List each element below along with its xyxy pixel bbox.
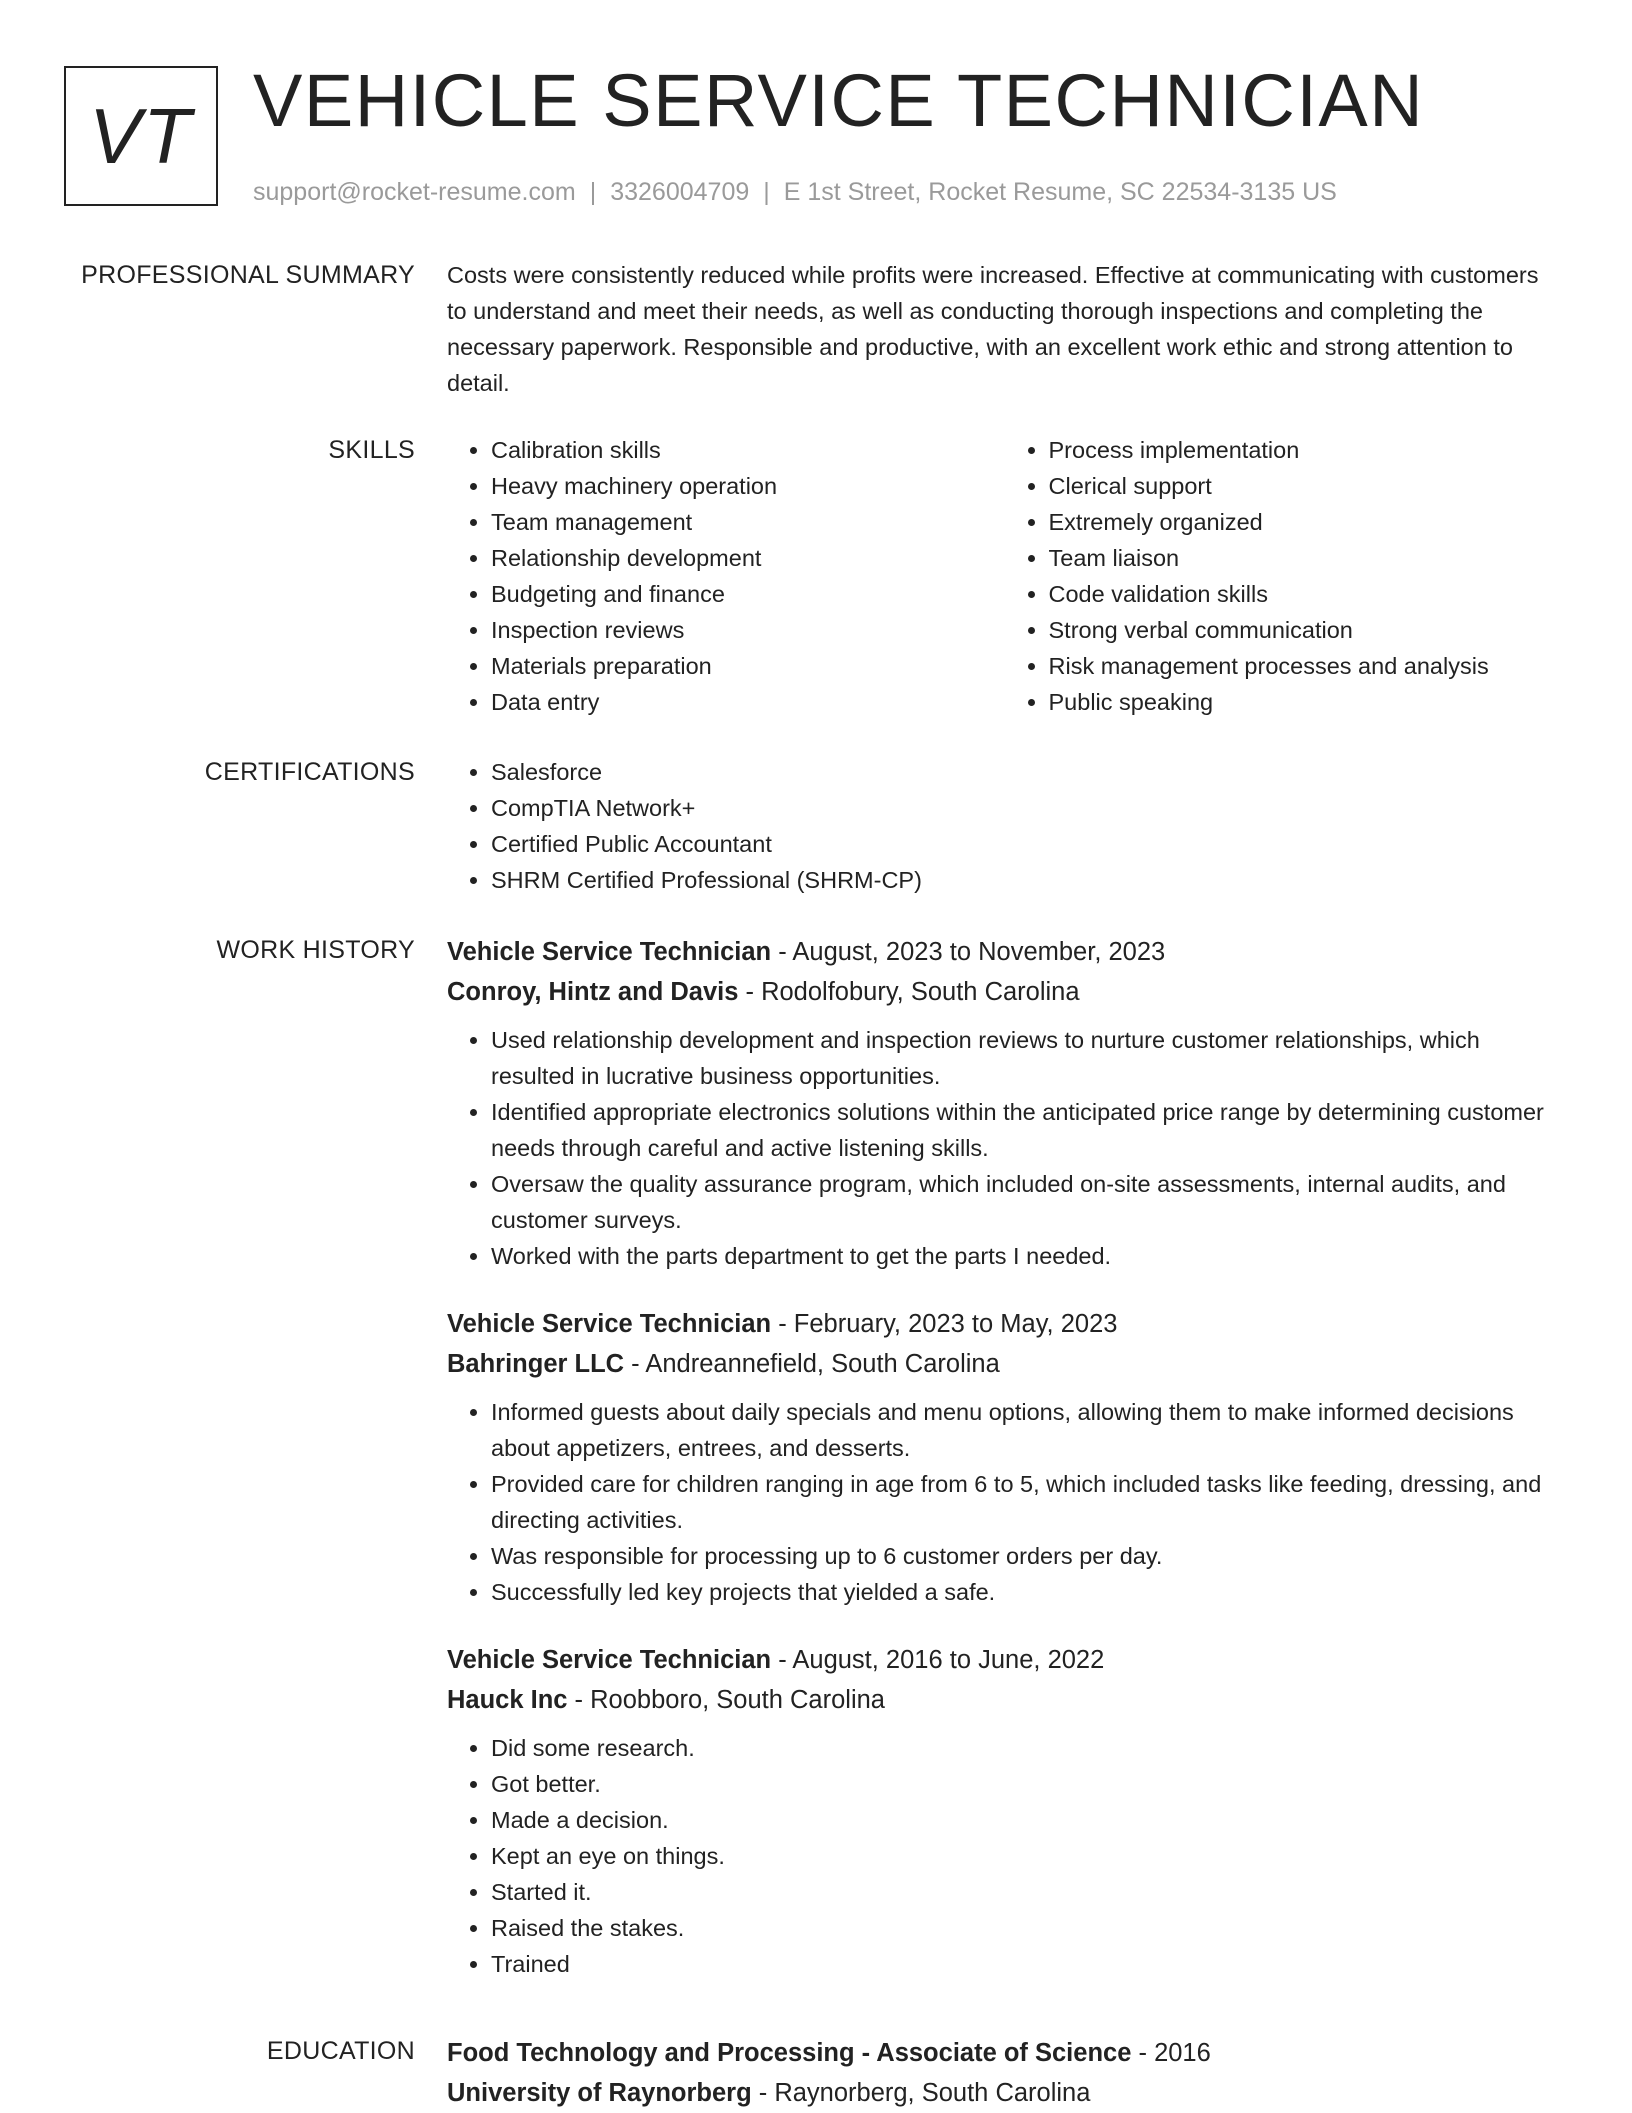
contact-address: E 1st Street, Rocket Resume, SC 22534-3135 US bbox=[783, 178, 1337, 206]
skill-item: • Clerical support bbox=[1049, 468, 1563, 504]
education-content bbox=[447, 2033, 1562, 2113]
skill-item: • Data entry bbox=[491, 684, 1005, 720]
job-bullet: • Informed guests about daily specials and menu options, allowing them to make informed decisions about appetizers, entrees, and desserts. bbox=[491, 1394, 1562, 1466]
certification-item: • CompTIA Network+ bbox=[491, 790, 1562, 826]
skill-item: • Strong verbal communication bbox=[1049, 612, 1563, 648]
job-entry bbox=[447, 1304, 1562, 1610]
education-section bbox=[0, 2033, 1632, 2113]
monogram-box: VT bbox=[64, 66, 218, 206]
skill-item: • Public speaking bbox=[1049, 684, 1563, 720]
job-title-line bbox=[447, 1640, 1562, 1680]
job-company-line bbox=[447, 972, 1562, 1012]
certification-item: • Salesforce bbox=[491, 754, 1562, 790]
job-location: - Rodolfobury, South Carolina bbox=[738, 978, 1080, 1006]
job-bullet: • Was responsible for processing up to 6 customer orders per day. bbox=[491, 1538, 1562, 1574]
job-bullet: • Started it. bbox=[491, 1874, 1562, 1910]
contact-email[interactable]: support@rocket-resume.com bbox=[253, 178, 576, 206]
job-title-line bbox=[447, 932, 1562, 972]
job-bullets bbox=[447, 1022, 1562, 1274]
job-title-line bbox=[447, 1304, 1562, 1344]
certifications-content bbox=[447, 754, 1562, 898]
skills-section bbox=[0, 432, 1632, 720]
job-bullet: • Kept an eye on things. bbox=[491, 1838, 1562, 1874]
work-history-content bbox=[447, 932, 1562, 2012]
job-entry bbox=[447, 1640, 1562, 1982]
education-year: - 2016 bbox=[1131, 2039, 1211, 2067]
job-dates: - February, 2023 to May, 2023 bbox=[771, 1310, 1118, 1338]
education-school-line bbox=[447, 2073, 1562, 2113]
skill-item: • Extremely organized bbox=[1049, 504, 1563, 540]
job-company: Hauck Inc bbox=[447, 1686, 568, 1714]
job-title: Vehicle Service Technician bbox=[447, 938, 772, 966]
contact-line bbox=[253, 176, 1337, 208]
education-degree: Food Technology and Processing - Associate of Science bbox=[447, 2039, 1132, 2067]
job-bullet: • Got better. bbox=[491, 1766, 1562, 1802]
job-bullet: • Did some research. bbox=[491, 1730, 1562, 1766]
skill-item: • Code validation skills bbox=[1049, 576, 1563, 612]
job-bullet: • Made a decision. bbox=[491, 1802, 1562, 1838]
education-location: - Raynorberg, South Carolina bbox=[751, 2079, 1091, 2107]
job-bullets bbox=[447, 1394, 1562, 1610]
skill-item: • Budgeting and finance bbox=[491, 576, 1005, 612]
work-history-label: WORK HISTORY bbox=[216, 936, 415, 964]
skill-item: • Relationship development bbox=[491, 540, 1005, 576]
job-bullet: • Oversaw the quality assurance program, which included on-site assessments, internal audits, and customer surveys. bbox=[491, 1166, 1562, 1238]
job-bullet: • Used relationship development and inspection reviews to nurture customer relationships, which resulted in lucrative business opportunities. bbox=[491, 1022, 1562, 1094]
education-degree-line bbox=[447, 2033, 1562, 2073]
skill-item: • Materials preparation bbox=[491, 648, 1005, 684]
skill-item: • Team management bbox=[491, 504, 1005, 540]
job-location: - Roobboro, South Carolina bbox=[567, 1686, 885, 1714]
job-title: Vehicle Service Technician bbox=[447, 1310, 772, 1338]
summary-content bbox=[447, 257, 1562, 401]
job-dates: - August, 2023 to November, 2023 bbox=[771, 938, 1166, 966]
summary-section bbox=[0, 257, 1632, 401]
skills-label: SKILLS bbox=[328, 436, 415, 464]
job-bullet: • Worked with the parts department to get the parts I needed. bbox=[491, 1238, 1562, 1274]
certifications-list bbox=[447, 754, 1562, 898]
job-company-line bbox=[447, 1344, 1562, 1384]
job-bullet: • Trained bbox=[491, 1946, 1562, 1982]
certifications-label: CERTIFICATIONS bbox=[204, 758, 415, 786]
summary-text: Costs were consistently reduced while profits were increased. Effective at communicating with customers to understand and meet their needs, as well as conducting thorough inspections and completing the necessary paperwork. Responsible and productive, with an excellent work ethic and strong attention to detail. bbox=[447, 262, 1539, 396]
contact-separator: | bbox=[589, 178, 597, 206]
certification-item: • Certified Public Accountant bbox=[491, 826, 1562, 862]
work-history-section bbox=[0, 932, 1632, 2012]
skill-item: • Inspection reviews bbox=[491, 612, 1005, 648]
job-bullet: • Identified appropriate electronics solutions within the anticipated price range by determining customer needs through careful and active listening skills. bbox=[491, 1094, 1562, 1166]
education-school: University of Raynorberg bbox=[447, 2079, 752, 2107]
certifications-section bbox=[0, 754, 1632, 898]
skill-item: • Risk management processes and analysis bbox=[1049, 648, 1563, 684]
contact-separator: | bbox=[763, 178, 770, 206]
job-bullets bbox=[447, 1730, 1562, 1982]
contact-phone[interactable]: 3326004709 bbox=[610, 178, 750, 206]
skill-item: • Team liaison bbox=[1049, 540, 1563, 576]
skill-item: • Process implementation bbox=[1049, 432, 1563, 468]
job-dates: - August, 2016 to June, 2022 bbox=[771, 1646, 1105, 1674]
skill-item: • Heavy machinery operation bbox=[491, 468, 1005, 504]
education-label: EDUCATION bbox=[266, 2037, 415, 2065]
job-company: Bahringer LLC bbox=[447, 1350, 625, 1378]
job-title: Vehicle Service Technician bbox=[447, 1646, 772, 1674]
job-bullet: • Raised the stakes. bbox=[491, 1910, 1562, 1946]
job-bullet: • Provided care for children ranging in age from 6 to 5, which included tasks like feeding, dressing, and directing activities. bbox=[491, 1466, 1562, 1538]
job-bullet: • Successfully led key projects that yielded a safe. bbox=[491, 1574, 1562, 1610]
skills-list-right bbox=[1005, 432, 1563, 720]
skills-list-left bbox=[447, 432, 1005, 720]
resume-title: VEHICLE SERVICE TECHNICIAN bbox=[253, 59, 1425, 142]
skill-item: • Calibration skills bbox=[491, 432, 1005, 468]
job-entry bbox=[447, 932, 1562, 1274]
skills-content bbox=[447, 432, 1562, 720]
certification-item: • SHRM Certified Professional (SHRM-CP) bbox=[491, 862, 1562, 898]
job-location: - Andreannefield, South Carolina bbox=[624, 1350, 1000, 1378]
job-company: Conroy, Hintz and Davis bbox=[447, 978, 739, 1006]
job-company-line bbox=[447, 1680, 1562, 1720]
summary-label: PROFESSIONAL SUMMARY bbox=[81, 261, 415, 289]
